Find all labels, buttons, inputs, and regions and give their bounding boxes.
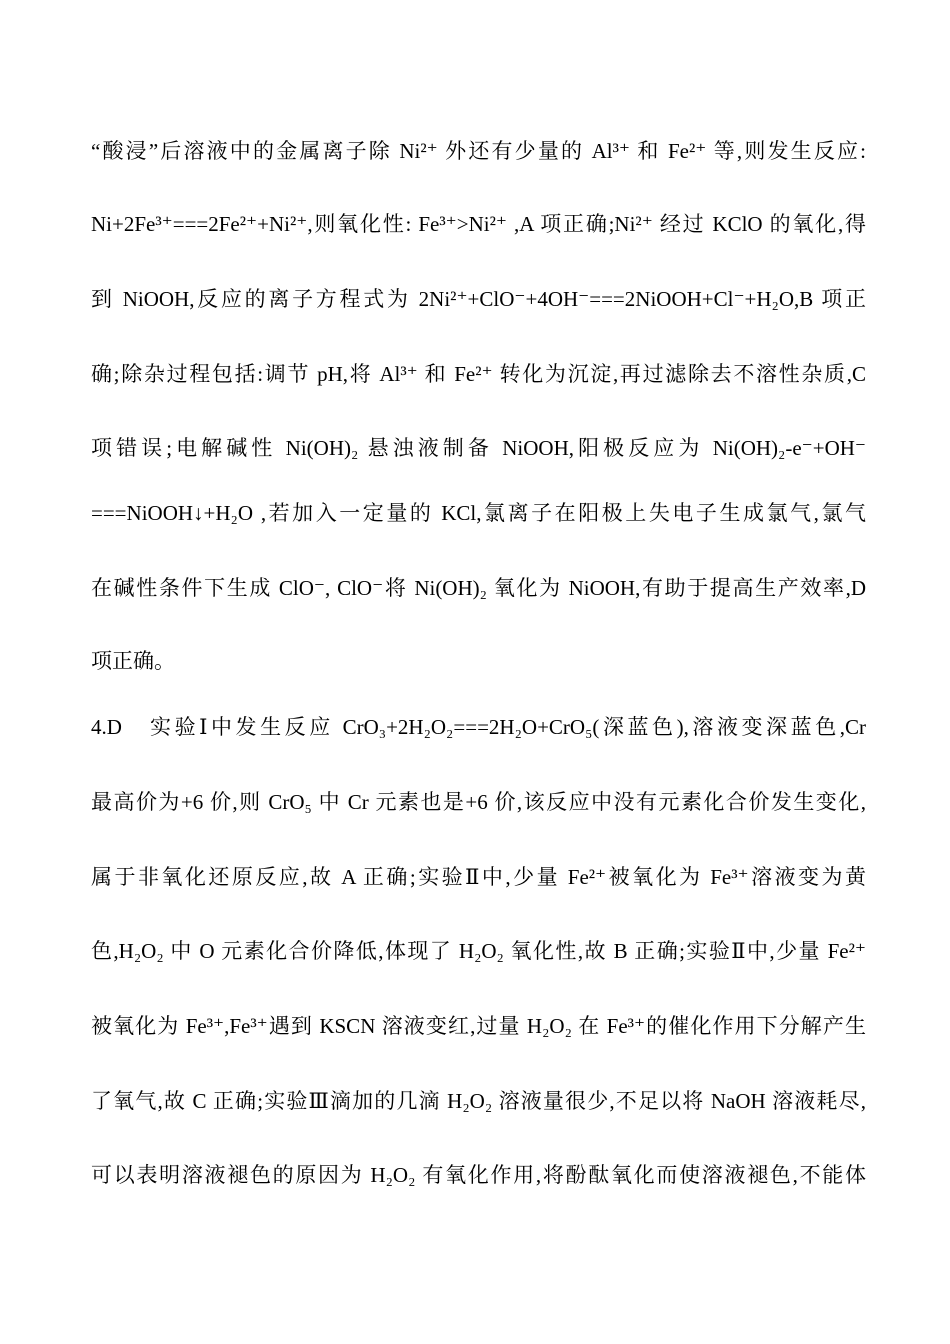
text-line-9: 4.D 实验Ⅰ中发生反应 CrO₃+2H₂O₂===2H₂O+CrO₅(深蓝色),溶液变深蓝色,Cr [91, 715, 866, 739]
text-line-3: 到 NiOOH,反应的离子方程式为 2Ni²⁺+ClO⁻+4OH⁻===2NiOOH+Cl⁻+H₂O,B 项正 [91, 287, 866, 311]
text-line-15: 可以表明溶液褪色的原因为 H₂O₂ 有氧化作用,将酚酞氧化而使溶液褪色,不能体 [91, 1163, 866, 1187]
text-line-8: 项正确。 [91, 649, 175, 673]
text-line-5: 项错误;电解碱性 Ni(OH)₂ 悬浊液制备 NiOOH,阳极反应为 Ni(OH)₂-e⁻+OH⁻ [91, 436, 866, 460]
text-line-13: 被氧化为 Fe³⁺,Fe³⁺遇到 KSCN 溶液变红,过量 H₂O₂ 在 Fe³⁺的催化作用下分解产生 [91, 1014, 866, 1038]
text-line-12: 色,H₂O₂ 中 O 元素化合价降低,体现了 H₂O₂ 氧化性,故 B 正确;实验Ⅱ中,少量 Fe²⁺ [91, 939, 866, 963]
text-line-14: 了氧气,故 C 正确;实验Ⅲ滴加的几滴 H₂O₂ 溶液量很少,不足以将 NaOH 溶液耗尽, [91, 1089, 866, 1113]
text-line-2: Ni+2Fe³⁺===2Fe²⁺+Ni²⁺,则氧化性: Fe³⁺>Ni²⁺ ,A 项正确;Ni²⁺ 经过 KClO 的氧化,得 [91, 212, 866, 236]
text-line-7: 在碱性条件下生成 ClO⁻, ClO⁻将 Ni(OH)₂ 氧化为 NiOOH,有助于提高生产效率,D [91, 576, 866, 600]
text-line-11: 属于非氧化还原反应,故 A 正确;实验Ⅱ中,少量 Fe²⁺被氧化为 Fe³⁺溶液变为黄 [91, 865, 866, 889]
text-line-6: ===NiOOH↓+H₂O ,若加入一定量的 KCl,氯离子在阳极上失电子生成氯气,氯气 [91, 501, 866, 525]
text-line-10: 最高价为+6 价,则 CrO₅ 中 Cr 元素也是+6 价,该反应中没有元素化合价发生变化, [91, 790, 866, 814]
text-line-1: “酸浸”后溶液中的金属离子除 Ni²⁺ 外还有少量的 Al³⁺ 和 Fe²⁺ 等,则发生反应: [91, 139, 866, 163]
text-line-4: 确;除杂过程包括:调节 pH,将 Al³⁺ 和 Fe²⁺ 转化为沉淀,再过滤除去不溶性杂质,C [91, 362, 866, 386]
